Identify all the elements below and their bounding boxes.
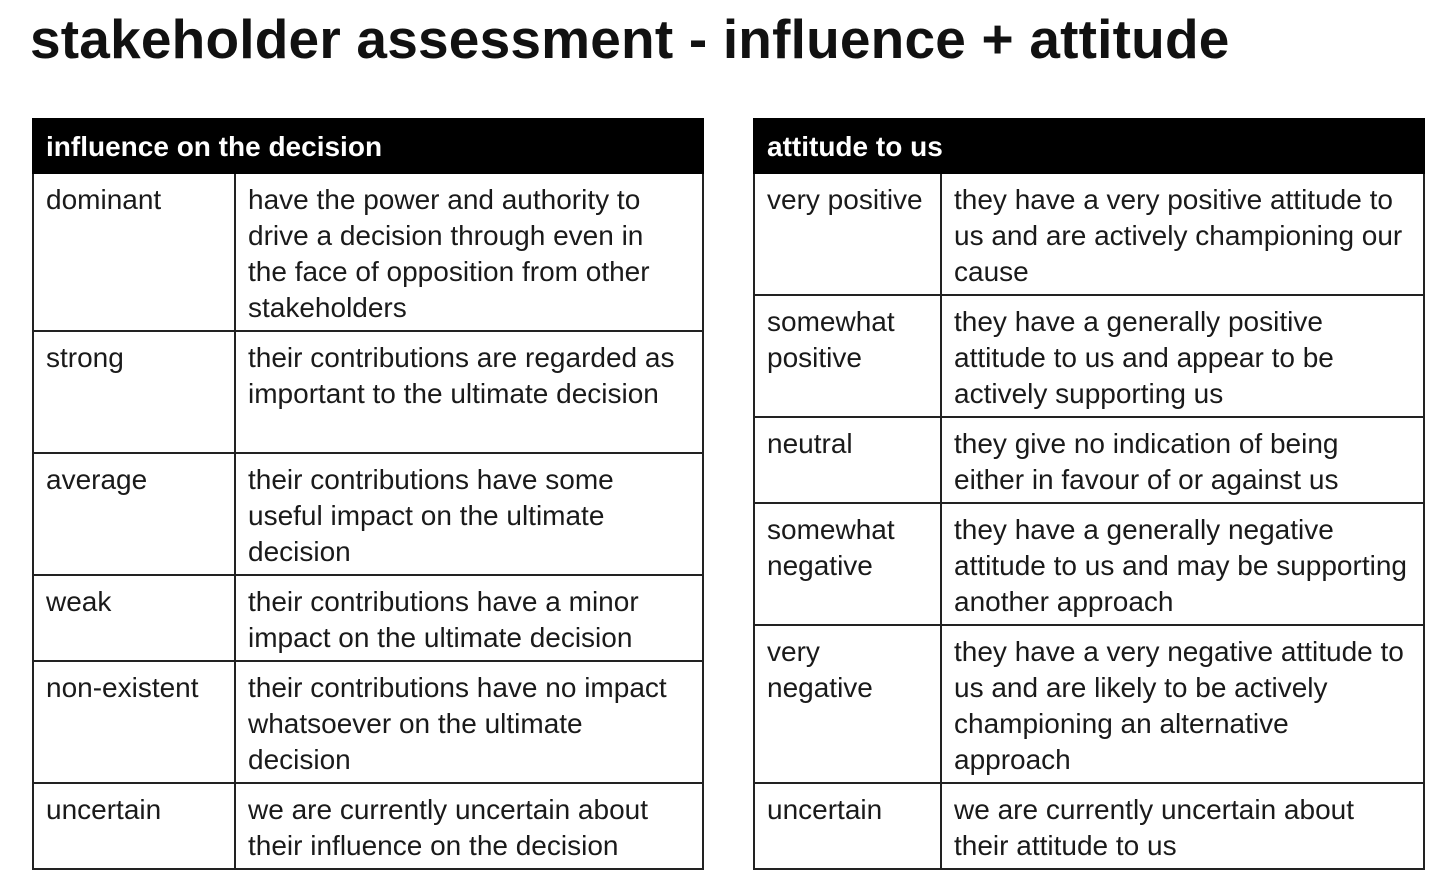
table-row bbox=[754, 783, 1424, 869]
table-row bbox=[754, 503, 1424, 625]
influence-header-row bbox=[33, 119, 703, 173]
attitude-description: they have a generally negative attitude to us and may be supporting another approach bbox=[941, 503, 1424, 625]
attitude-description: they have a generally positive attitude to us and appear to be actively supporting us bbox=[941, 295, 1424, 417]
page-title: stakeholder assessment - influence + attitude bbox=[30, 8, 1230, 70]
attitude-description: they have a very positive attitude to us and are actively championing our cause bbox=[941, 173, 1424, 295]
influence-description: we are currently uncertain about their influence on the decision bbox=[235, 783, 703, 869]
attitude-header-row bbox=[754, 119, 1424, 173]
influence-level: weak bbox=[33, 575, 235, 661]
table-row bbox=[754, 295, 1424, 417]
attitude-level: uncertain bbox=[754, 783, 941, 869]
attitude-description: they give no indication of being either in favour of or against us bbox=[941, 417, 1424, 503]
influence-level: strong bbox=[33, 331, 235, 453]
attitude-header: attitude to us bbox=[754, 119, 1424, 173]
table-row bbox=[33, 661, 703, 783]
influence-table bbox=[32, 118, 704, 870]
attitude-level: neutral bbox=[754, 417, 941, 503]
table-row bbox=[33, 331, 703, 453]
influence-level: uncertain bbox=[33, 783, 235, 869]
table-row bbox=[33, 575, 703, 661]
attitude-level: very negative bbox=[754, 625, 941, 783]
table-row bbox=[33, 173, 703, 331]
influence-description: their contributions have no impact whatsoever on the ultimate decision bbox=[235, 661, 703, 783]
table-row bbox=[754, 417, 1424, 503]
attitude-level: somewhat positive bbox=[754, 295, 941, 417]
table-row bbox=[754, 173, 1424, 295]
influence-description: have the power and authority to drive a decision through even in the face of opposition from other stakeholders bbox=[235, 173, 703, 331]
attitude-level: very positive bbox=[754, 173, 941, 295]
influence-header: influence on the decision bbox=[33, 119, 703, 173]
attitude-table bbox=[753, 118, 1425, 870]
attitude-description: they have a very negative attitude to us and are likely to be actively championing an alternative approach bbox=[941, 625, 1424, 783]
influence-level: average bbox=[33, 453, 235, 575]
influence-level: non-existent bbox=[33, 661, 235, 783]
attitude-level: somewhat negative bbox=[754, 503, 941, 625]
table-row bbox=[33, 453, 703, 575]
table-row bbox=[754, 625, 1424, 783]
influence-description: their contributions are regarded as important to the ultimate decision bbox=[235, 331, 703, 453]
influence-description: their contributions have some useful impact on the ultimate decision bbox=[235, 453, 703, 575]
influence-level: dominant bbox=[33, 173, 235, 331]
influence-description: their contributions have a minor impact on the ultimate decision bbox=[235, 575, 703, 661]
attitude-description: we are currently uncertain about their attitude to us bbox=[941, 783, 1424, 869]
table-row bbox=[33, 783, 703, 869]
